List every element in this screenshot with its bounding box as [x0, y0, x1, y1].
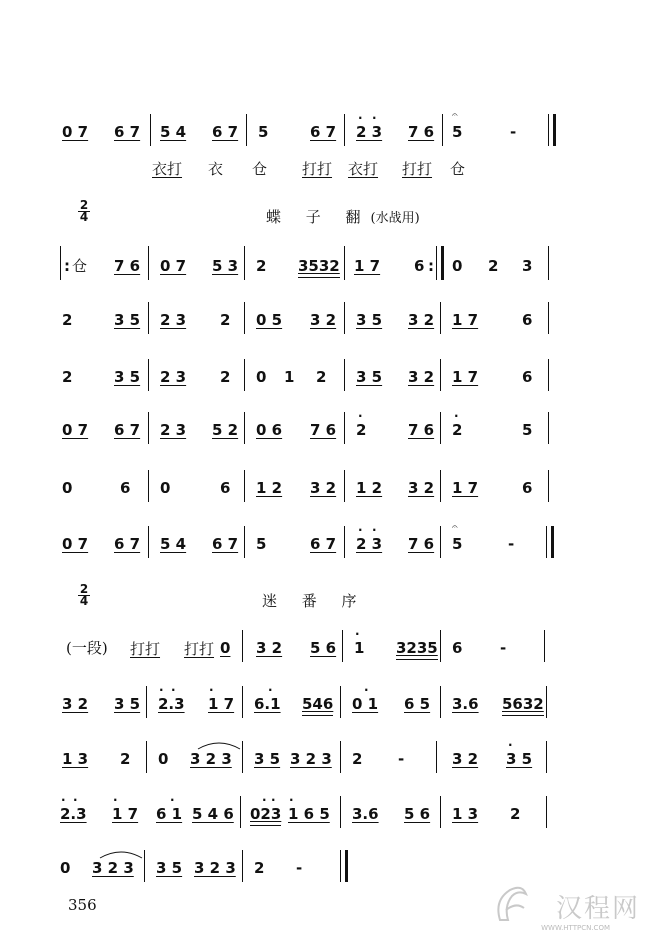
- staff-row-12: 0 3 2 3 3 5 3 2 3 2 -: [0, 858, 660, 888]
- staff-row-10: 1 3 2 0 3 2 3 3 5 3 2 3 2 - 3 2 3 5 ·: [0, 749, 660, 779]
- section-title-3: 迷 番 序: [262, 592, 367, 610]
- lyric-6: 打打: [402, 160, 433, 178]
- staff-row-5: 0 7 6 7 2 3 5 2 0 6 7 6 2 · 7 6 2 · 5: [0, 420, 660, 450]
- watermark-logo-icon: [492, 880, 530, 926]
- staff-row-4: 2 3 5 2 3 2 0 1 2 3 5 3 2 1 7 6: [0, 367, 660, 397]
- staff-row-9: 3 2 3 5 2.3 · · 1 7 · 6.1 · 546 0 1 · 6 5 3.6 5632: [0, 694, 660, 724]
- watermark-text: 汉程网: [555, 894, 640, 924]
- lyric-1: 衣打: [152, 160, 183, 178]
- lyric-2: 衣: [208, 160, 224, 178]
- time-signature-3: 2 4: [79, 582, 89, 608]
- lyric-4: 打打: [302, 160, 333, 178]
- section-title-2: 蝶 子 翻(水战用): [266, 208, 420, 226]
- staff-row-1: 0 7 6 7 5 4 6 7 5 6 7 2 3 · · 7 6 𝄐 5 -: [0, 122, 660, 152]
- staff-row-11: 2.3 · · 1 7 · 6 1 · 5 4 6 023 · · 1 6 5 · 3.6 5 6 1 3 2: [0, 804, 660, 834]
- time-signature-2: 2 4: [79, 198, 89, 224]
- lyrics-row-1: [0, 158, 660, 188]
- watermark-url: WWW.HTTPCN.COM: [541, 924, 610, 932]
- staff-row-6: 0 6 0 6 1 2 3 2 1 2 3 2 1 7 6: [0, 478, 660, 508]
- staff-row-7: 0 7 6 7 5 4 6 7 5 6 7 2 3 · · 7 6 𝄐 5 -: [0, 534, 660, 564]
- staff-row-8: (一段) 打打 打打 0 3 2 5 6 1 · 3235 6 -: [0, 638, 660, 668]
- lyric-7: 仓: [450, 160, 466, 178]
- lyric-3: 仓: [252, 160, 268, 178]
- lyric-5: 衣打: [348, 160, 379, 178]
- page-number: 356: [68, 896, 97, 914]
- staff-row-3: 2 3 5 2 3 2 0 5 3 2 3 5 3 2 1 7 6: [0, 310, 660, 340]
- staff-row-2: : 仓 7 6 0 7 5 3 2 3532 1 7 6 : 0 2 3: [0, 256, 660, 286]
